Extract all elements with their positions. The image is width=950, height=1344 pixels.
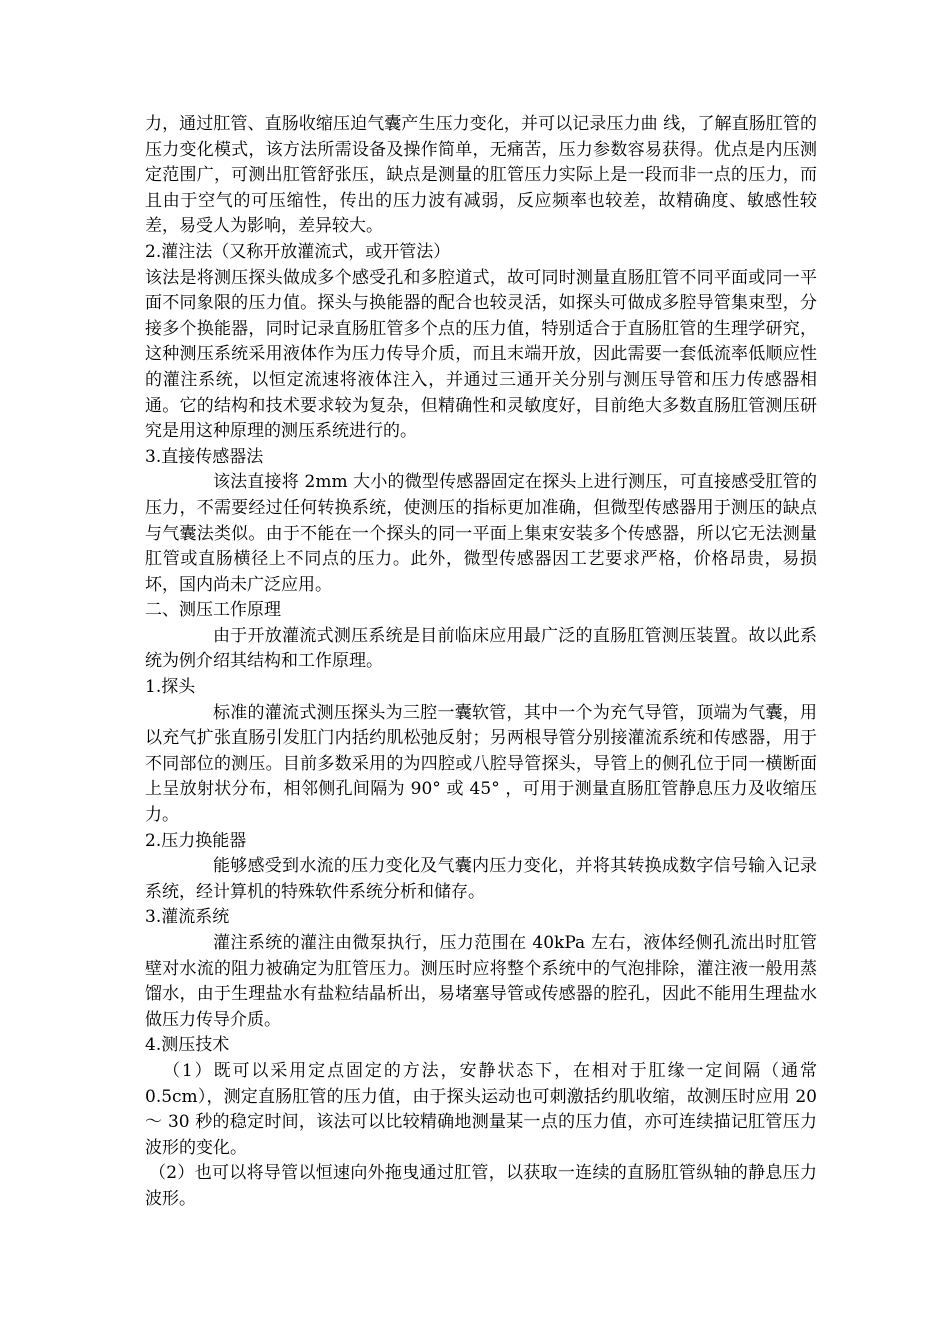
paragraph-probe: 标准的灌流式测压探头为三腔一囊软管，其中一个为充气导管，顶端为气囊，用以充气扩张直肠引发肛门内括约肌松弛反射；另两根导管分别接灌流系统和传感器，用于不同部位的测压。目前多数采用的为四腔或八腔导管探头，导管上的侧孔位于同一横断面上呈放射状分布，相邻侧孔间隔为 90° 或 45° ，可用于测量直肠肛管静息压力及收缩压力。 [145, 702, 817, 826]
paragraph-balloon-method: 力，通过肛管、直肠收缩压迫气囊产生压力变化，并可以记录压力曲 线，了解直肠肛管的压力变化模式，该方法所需设备及操作简单，无痛苦，压力参数容易获得。优点是内压测定范围广，可测出肛管舒张压，缺点是测量的肛管压力实际上是一段而非一点的压力，而且由于空气的可压缩性，传出的压力波有减弱，反应频率也较差，故精确度、敏感性较差，易受人为影响，差异较大。 [145, 114, 817, 237]
paragraph-technique-2: （2）也可以将导管以恒速向外拖曳通过肛管，以获取一连续的直肠肛管纵轴的静息压力波形。 [145, 1163, 817, 1209]
paragraph-working-principle: 由于开放灌流式测压系统是目前临床应用最广泛的直肠肛管测压装置。故以此系统为例介绍其结构和工作原理。 [145, 625, 817, 672]
heading-perfusion-system: 3.灌流系统 [145, 907, 230, 928]
paragraph-perfusion-method: 该法是将测压探头做成多个感受孔和多腔道式，故可同时测量直肠肛管不同平面或同一平面不同象限的压力值。探头与换能器的配合也较灵活，如探头可做成多腔导管集束型，分接多个换能器，同时记录直肠肛管多个点的压力值，特别适合于直肠肛管的生理学研究，这种测压系统采用液体作为压力传导介质，而且末端开放，因此需要一套低流率低顺应性的灌注系统，以恒定流速将液体注入，并通过三通开关分别与测压导管和压力传感器相通。它的结构和技术要求较为复杂，但精确性和灵敏度好，目前绝大多数直肠肛管测压研究是用这种原理的测压系统进行的。 [145, 267, 817, 442]
heading-working-principle: 二、测压工作原理 [145, 600, 281, 621]
paragraph-direct-sensor-method: 该法直接将 2mm 大小的微型传感器固定在探头上进行测压，可直接感受肛管的压力，不需要经过任何转换系统，使测压的指标更加准确，但微型传感器用于测压的缺点与气囊法类似。由于不能在一个探头的同一平面上集束安装多个传感器，所以它无法测量肛管或直肠横径上不同点的压力。此外，微型传感器因工艺要求严格，价格昂贵，易损坏，国内尚未广泛应用。 [145, 472, 817, 595]
heading-transducer: 2.压力换能器 [145, 830, 247, 851]
document-body [145, 112, 817, 1213]
paragraph-technique-1: （1）既可以采用定点固定的方法，安静状态下，在相对于肛缘一定间隔（通常 0.5cm），测定直肠肛管的压力值，由于探头运动也可刺激括约肌收缩，故测压时应用 20 ～ 30 秒的稳定时间，该法可以比较精确地测量某一点的压力值，亦可连续描记肛管压力波形的变化。 [145, 1060, 817, 1158]
heading-measurement-technique: 4.测压技术 [145, 1035, 230, 1056]
heading-probe: 1.探头 [145, 677, 196, 698]
heading-perfusion-method: 2.灌注法（又称开放灌流式，或开管法） [145, 241, 451, 262]
paragraph-transducer: 能够感受到水流的压力变化及气囊内压力变化，并将其转换成数字信号输入记录系统，经计算机的特殊软件系统分析和储存。 [145, 856, 817, 902]
heading-direct-sensor-method: 3.直接传感器法 [145, 446, 264, 467]
paragraph-perfusion-system: 灌注系统的灌注由微泵执行，压力范围在 40kPa 左右，液体经侧孔流出时肛管壁对水流的阻力被确定为肛管压力。测压时应将整个系统中的气泡排除，灌注液一般用蒸馏水，由于生理盐水有盐粒结晶析出，易堵塞导管或传感器的腔孔，因此不能用生理盐水做压力传导介质。 [145, 933, 817, 1030]
